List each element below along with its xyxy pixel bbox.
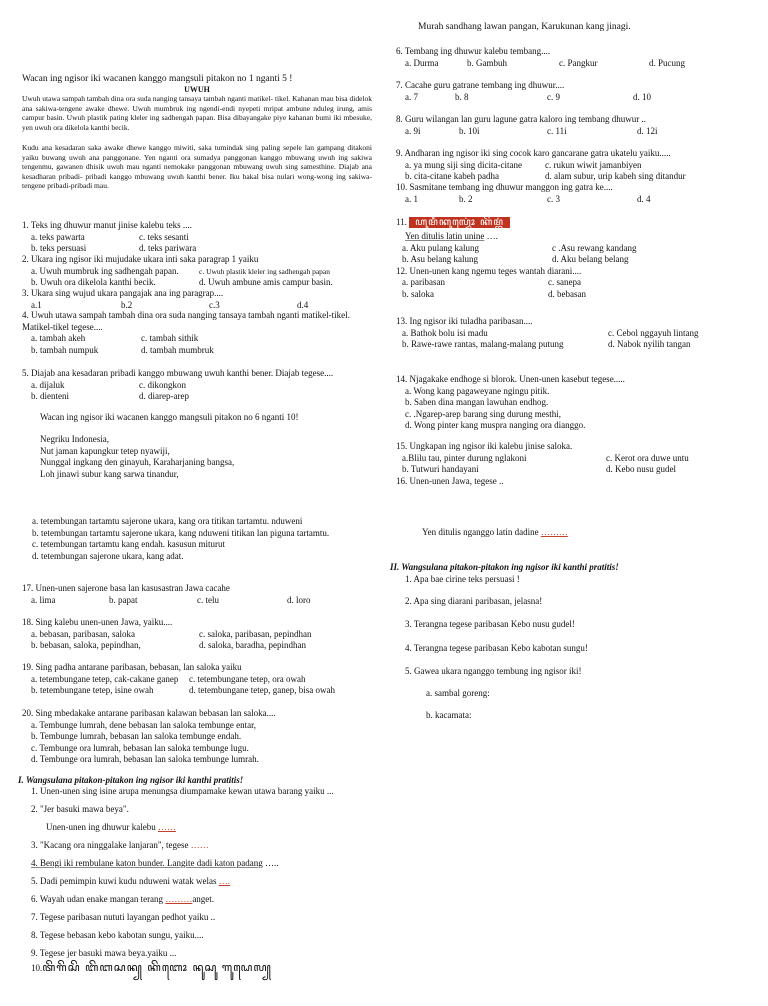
essay-1-6-text: 6. Wayah udan enake mangan terang: [31, 894, 164, 904]
question-20: [22, 708, 372, 766]
question-8: [396, 114, 748, 137]
option-14a[interactable]: a. Wong kang pagaweyane ngingu pitik.: [405, 385, 550, 396]
question-4: [22, 310, 372, 356]
question-6-text: 6. Tembang ing dhuwur kalebu tembang....: [396, 46, 551, 56]
option-11d[interactable]: d. Aku belang belang: [552, 254, 629, 264]
option-4c[interactable]: c. tambah sithik: [141, 333, 199, 343]
option-17b[interactable]: b. papat: [109, 594, 138, 605]
option-13b[interactable]: b. Rawe-rawe rantas, malang-malang putung: [402, 339, 564, 349]
option-9d[interactable]: d. alam subur, urip kabeh sing ditandur: [545, 171, 686, 181]
option-12d[interactable]: d. bebasan: [548, 288, 586, 299]
option-4d[interactable]: d. tambah mumbruk: [141, 344, 214, 355]
poem-line-3: Nunggal ingkang den ginayuh, Karaharjaning bangsa,: [40, 457, 235, 467]
option-15c[interactable]: c. Kerot ora duwe untu: [606, 452, 689, 463]
question-1-text: 1. Teks ing dhuwur manut jinise kalebu teks ....: [22, 220, 192, 230]
essay-2-5: 5. Gawea ukara nganggo tembung ing ngisor iki!: [405, 666, 582, 676]
reading-instruction-2: Wacan ing ngisor iki wacanen kanggo mangsuli pitakon no 6 nganti 10!: [40, 412, 299, 422]
question-2: [22, 254, 372, 289]
essay-1-3: [22, 840, 372, 852]
question-16-blank[interactable]: ………: [540, 527, 568, 537]
question-6: [396, 46, 748, 69]
question-1: [22, 220, 372, 255]
question-11-blank[interactable]: ….: [484, 231, 498, 241]
option-10a[interactable]: a. 1: [405, 193, 418, 204]
option-6d[interactable]: d. Pucung: [649, 57, 685, 68]
option-13d[interactable]: d. Nabok nyilih tangan: [608, 339, 691, 349]
question-9-text: 9. Andharan ing ngisor iki sing cocok karo gancarane gatra ukatelu yaiku.....: [396, 148, 671, 158]
option-6a[interactable]: a. Durma: [405, 57, 439, 68]
option-3b[interactable]: b.2: [121, 299, 133, 310]
option-7b[interactable]: b. 8: [455, 91, 469, 102]
essay-1-5-text: 5. Dadi pemimpin kuwi kudu nduweni watak welas: [31, 876, 217, 886]
question-14: [396, 374, 748, 432]
option-19c[interactable]: c. tetembungane tetep, ora owah: [189, 673, 306, 684]
essay-1-10: [22, 962, 372, 975]
option-15d[interactable]: d. Kebo nusu gudel: [606, 464, 676, 474]
option-2a[interactable]: a. Uwuh mumbruk ing sadhengah papan.: [31, 265, 179, 276]
definition-option-c[interactable]: c. tetembungan tartamtu kang endah. kasusun miturut: [32, 539, 225, 549]
question-8-text: 8. Guru wilangan lan guru lagune gatra kaloro ing tembang dhuwur ..: [396, 114, 646, 124]
essay-1-2: 2. "Jer basuki mawa beya".: [31, 804, 129, 814]
option-10c[interactable]: c. 3: [547, 193, 560, 204]
essay-2-5b: b. kacamata:: [426, 710, 472, 720]
option-4a[interactable]: a. tambah akeh: [31, 333, 86, 343]
question-16-text: 16. Unen-unen Jawa, tegese ..: [396, 475, 504, 486]
essay-1-6-end: anget.: [192, 894, 215, 904]
question-19: [22, 662, 372, 697]
question-2-text: 2. Ukara ing ngisor iki mujudake ukara inti saka paragrap 1 yaiku: [22, 254, 259, 264]
option-11a[interactable]: a. Aku pulang kalung: [402, 242, 479, 253]
option-15a[interactable]: a.Blilu tau, pinter durung nglakoni: [402, 452, 527, 463]
question-5-text: 5. Diajab ana kesadaran pribadi kanggo mbuwang uwuh kanthi bener. Diajab tegese....: [22, 368, 334, 378]
option-18b[interactable]: b. bebasan, saloka, pepindhan,: [31, 640, 141, 650]
question-16b-text: Yen ditulis nganggo latin dadine: [422, 527, 539, 537]
option-3a[interactable]: a.1: [31, 299, 42, 310]
option-8c[interactable]: c. 11i: [547, 125, 567, 136]
definition-option-b[interactable]: b. tetembungan tartamtu sajerone ukara, kang nduweni titikan lan piguna tartamtu.: [32, 527, 330, 538]
section-2-heading: II. Wangsulana pitakon-pitakon ing ngisor iki kanthi pratitis!: [390, 562, 619, 572]
option-20d[interactable]: d. Tembunge ora lumrah, bebasan lan saloka tembunge lumrah.: [31, 754, 259, 764]
option-8d[interactable]: d. 12i: [637, 125, 658, 136]
option-20b[interactable]: b. Tembunge lumrah, bebasan lan saloka tembunge endah.: [31, 731, 242, 741]
option-9a[interactable]: a. ya mung siji sing dicita-citane: [405, 159, 522, 170]
question-15: [396, 441, 748, 487]
essay-2-3: 3. Terangna tegese paribasan Kebo nusu gudel!: [405, 619, 575, 629]
option-19a[interactable]: a. tetembungane tetep, cak-cakane ganep: [31, 673, 179, 684]
poem: [40, 434, 372, 480]
question-19-text: 19. Sing padha antarane paribasan, bebasan, lan saloka yaiku: [22, 662, 242, 672]
essay-2-5a: a. sambal goreng:: [426, 688, 490, 698]
essay-1-3-blank[interactable]: ……: [190, 840, 209, 850]
essay-1-4-blank[interactable]: …..: [262, 858, 279, 868]
question-12-text: 12. Unen-unen kang ngemu teges wantah diarani....: [396, 265, 582, 276]
reading-paragraph-1: Uwuh utawa sampah tambah dina ora suda nanging tansaya tambah nganti matikel- tikel. Kahanan mau bisa didelok ana sakiwa-tengene awake dhewe. Uwuh mumbruk ing ngendi-endi nyepeti mripat ambune nduleg irung, amis campur basin. Uwuh plastik pating kleler ing sadhengah papan. Bisa dibayangake piye kahanan bumi iki mbesuke, yen uwuh ora dikelola kanthi becik.: [22, 94, 372, 132]
essay-1-2b: [26, 822, 372, 834]
option-3c[interactable]: c.3: [209, 299, 220, 310]
essay-1-5-blank[interactable]: ….: [218, 876, 230, 886]
option-18c[interactable]: c. saloka, paribasan, pepindhan: [199, 628, 312, 639]
option-4b[interactable]: b. tambah numpuk: [31, 344, 99, 355]
question-20-text: 20. Sing mbedakake antarane paribasan kalawan bebasan lan saloka....: [22, 708, 276, 718]
question-13-text: 13. Ing ngisor iki tuladha paribasan....: [396, 316, 533, 326]
option-15b[interactable]: b. Tutwuri handayani: [402, 464, 479, 474]
option-11b[interactable]: b. Asu belang kalung: [402, 254, 478, 264]
javanese-script-sentence: ꦠꦼꦒꦼꦱꦼ ꦧꦼꦧꦱꦤ꧀ ꦏꦼꦧꦺꦴ ꦤꦸꦱꦸ ꦒꦸꦝꦺꦭ꧀: [42, 961, 272, 974]
option-12c[interactable]: c. sanepa: [548, 277, 581, 287]
question-17: [22, 583, 372, 606]
option-20c[interactable]: c. Tembunge ora lumrah, bebasan lan saloka tembunge lugu.: [31, 742, 249, 753]
option-6b[interactable]: b. Gambuh: [467, 57, 507, 68]
question-7: [396, 80, 748, 103]
question-11: [396, 214, 748, 300]
reading-paragraph-2: Kudu ana kesadaran saka awake dhewe kanggo miwiti, saka tumindak sing paling sepele lan gampang ditakoni yaiku buwang uwuh ana panggonane. Yen nganti ora sumadya panggonan kanggo mbuwang uwuh ing sakiwa tengenmu, gawanen dhisik uwuh mau nganti nemokake panggonan mbuwang uwuh sing samesthine. Diajab ana kesadharan pribadi- pribadi kanggo mbuwang uwuh kanthi bener. Iku bakal bisa nulari wong-wong ing sakiwa- tengene pribadi-pribadi mau.: [22, 143, 372, 191]
question-3: [22, 288, 372, 311]
section-1-heading: I. Wangsulana pitakon-pitakon ing ngisor iki kanthi pratitis!: [18, 775, 244, 785]
essay-1-4-text: 4. Bengi iki rembulane katon bunder. Langite dadi katon padang: [31, 858, 263, 868]
question-11-number: 11.: [396, 217, 407, 227]
essay-1-6-blank[interactable]: ………: [165, 894, 193, 904]
option-3d[interactable]: d.4: [297, 299, 309, 310]
option-9b[interactable]: b. cita-citane kabeh padha: [405, 171, 499, 181]
option-5a[interactable]: a. dijaluk: [31, 379, 65, 390]
essay-1-7: 7. Tegese paribasan nututi layangan pedhot yaiku ..: [31, 912, 216, 922]
option-10b[interactable]: b. 2: [459, 193, 473, 204]
definition-options: [32, 516, 372, 562]
question-18-text: 18. Sing kalebu unen-unen Jawa, yaiku....: [22, 617, 173, 627]
question-11-text: Yen ditulis latin unine: [405, 231, 485, 241]
question-10-text: 10. Sasmitane tembang ing dhuwur manggon ing gatra ke....: [396, 182, 613, 192]
essay-1-10-number: 10.: [31, 963, 43, 973]
option-9c[interactable]: c. rukun wiwit jamanbiyen: [545, 159, 642, 170]
question-3-text: 3. Ukara sing wujud ukara pangajak ana ing paragrap....: [22, 288, 224, 298]
option-2b[interactable]: b. Uwuh ora dikelola kanthi becik.: [31, 277, 156, 287]
option-7a[interactable]: a. 7: [405, 91, 418, 102]
question-17-text: 17. Unen-unen sajerone basa lan kasusastran Jawa cacahe: [22, 583, 230, 593]
question-10: [396, 182, 748, 205]
poem-line-1: Negriku Indonesia,: [40, 434, 109, 444]
essay-2-2: 2. Apa sing diarani paribasan, jelasna!: [405, 596, 543, 606]
poem-line-4: Loh jinawi subur kang sarwa tinandur,: [40, 468, 179, 479]
reading-title: UWUH: [184, 85, 210, 94]
essay-2-4: 4. Terangna tegese paribasan Kebo kabotan sungu!: [405, 643, 588, 653]
definition-option-d[interactable]: d. tetembungan sajerone ukara, kang adat.: [32, 550, 184, 561]
option-5d[interactable]: d. diarep-arep: [139, 391, 189, 401]
essay-1-9: 9. Tegese jer basuki mawa beya.yaiku ...: [31, 948, 177, 958]
essay-1-5: [22, 876, 372, 888]
option-6c[interactable]: c. Pangkur: [559, 57, 598, 68]
essay-1-8: 8. Tegese bebasan kebo kabotan sungu, yaiku....: [31, 930, 204, 940]
option-2c[interactable]: c. Uwuh plastik kleler ing sadhengah papan: [199, 266, 331, 276]
option-12b[interactable]: b. saloka: [402, 288, 434, 299]
option-14c[interactable]: c. .Ngarep-arep barang sing durung mesthi,: [405, 408, 561, 419]
option-5b[interactable]: b. dienteni: [31, 391, 69, 401]
reading-instruction-1: Wacan ing ngisor iki wacanen kanggo mangsuli pitakon no 1 nganti 5 !: [22, 74, 293, 84]
question-13: [396, 316, 748, 351]
option-1a[interactable]: a. teks pawarta: [31, 231, 85, 242]
option-18a[interactable]: a. bebasan, paribasan, saloka: [31, 628, 135, 639]
option-17d[interactable]: d. loro: [287, 594, 311, 605]
header-proverb: Murah sandhang lawan pangan, Karukunan kang jinagi.: [418, 22, 631, 32]
option-17c[interactable]: c. telu: [197, 594, 219, 605]
question-18: [22, 617, 372, 652]
option-2d[interactable]: d. Uwuh ambune amis campur basin.: [199, 277, 333, 287]
option-19b[interactable]: b. tetembungane tetep, isine owah: [31, 685, 154, 695]
option-10d[interactable]: d. 4: [637, 193, 651, 204]
question-14-text: 14. Njagakake endhoge si blorok. Unen-unen kasebut tegese.....: [396, 374, 625, 384]
essay-1-2b-text: Unen-unen ing dhuwur kalebu: [46, 822, 156, 832]
option-8b[interactable]: b. 10i: [459, 125, 480, 136]
question-15-text: 15. Ungkapan ing ngisor iki kalebu jinise saloka.: [396, 441, 573, 451]
essay-2-1: 1. Apa bae cirine teks persuasi !: [405, 574, 520, 584]
essay-1-2-blank[interactable]: ……: [157, 822, 176, 832]
option-17a[interactable]: a. lima: [31, 594, 56, 605]
option-13a[interactable]: a. Bathok bolu isi madu: [402, 327, 488, 338]
option-13c[interactable]: c. Cebol nggayuh lintang: [608, 327, 699, 338]
question-9: [396, 148, 748, 183]
javanese-script-box: ꦲꦸꦩꦶꦏꦸꦭ꧀ꦮꦺꦴꦁ ꦏꦼꦩ꧀ꦧꦁ: [409, 217, 510, 228]
option-19d[interactable]: d. tetembungane tetep, ganep, bisa owah: [189, 685, 335, 695]
question-5: [22, 368, 372, 403]
option-8a[interactable]: a. 9i: [405, 125, 421, 136]
essay-1-6: [22, 894, 372, 906]
essay-1-1: 1. Unen-unen sing isine arupa menungsa diumpamake kewan utawa barang yaiku ...: [31, 786, 334, 796]
option-1c[interactable]: c. teks sesanti: [139, 231, 189, 242]
option-18d[interactable]: d. saloka, baradha, pepindhan: [199, 640, 306, 650]
option-1d[interactable]: d. teks pariwara: [139, 243, 197, 253]
definition-option-a[interactable]: a. tetembungan tartamtu sajerone ukara, kang ora titikan tartamtu. nduweni: [32, 516, 303, 526]
option-11c[interactable]: c .Asu rewang kandang: [552, 242, 637, 253]
option-14d[interactable]: d. Wong pinter kang muspra nanging ora dianggo.: [405, 420, 586, 430]
question-16b: [422, 527, 748, 539]
poem-line-2: Nut jaman kapungkur tetep nyawiji,: [40, 445, 170, 456]
option-7c[interactable]: c. 9: [547, 91, 560, 102]
option-20a[interactable]: a. Tembunge lumrah, dene bebasan lan saloka tembunge entar,: [31, 719, 257, 730]
option-7d[interactable]: d. 10: [633, 91, 651, 102]
option-14b[interactable]: b. Saben dina mangan lawuhan endhog.: [405, 397, 549, 407]
essay-1-3-text: 3. "Kacang ora ninggalake lanjaran", tegese: [31, 840, 189, 850]
question-4-text: 4. Uwuh utawa sampah tambah dina ora suda nanging tansaya tambah nganti matikel-tikel. Matikel-tikel tegese....: [22, 310, 350, 332]
option-1b[interactable]: b. teks persuasi: [31, 243, 87, 253]
essay-1-4: [22, 858, 372, 870]
option-12a[interactable]: a. paribasan: [402, 277, 445, 287]
option-5c[interactable]: c. dikongkon: [139, 379, 186, 390]
question-7-text: 7. Cacahe guru gatrane tembang ing dhuwur....: [396, 80, 565, 90]
